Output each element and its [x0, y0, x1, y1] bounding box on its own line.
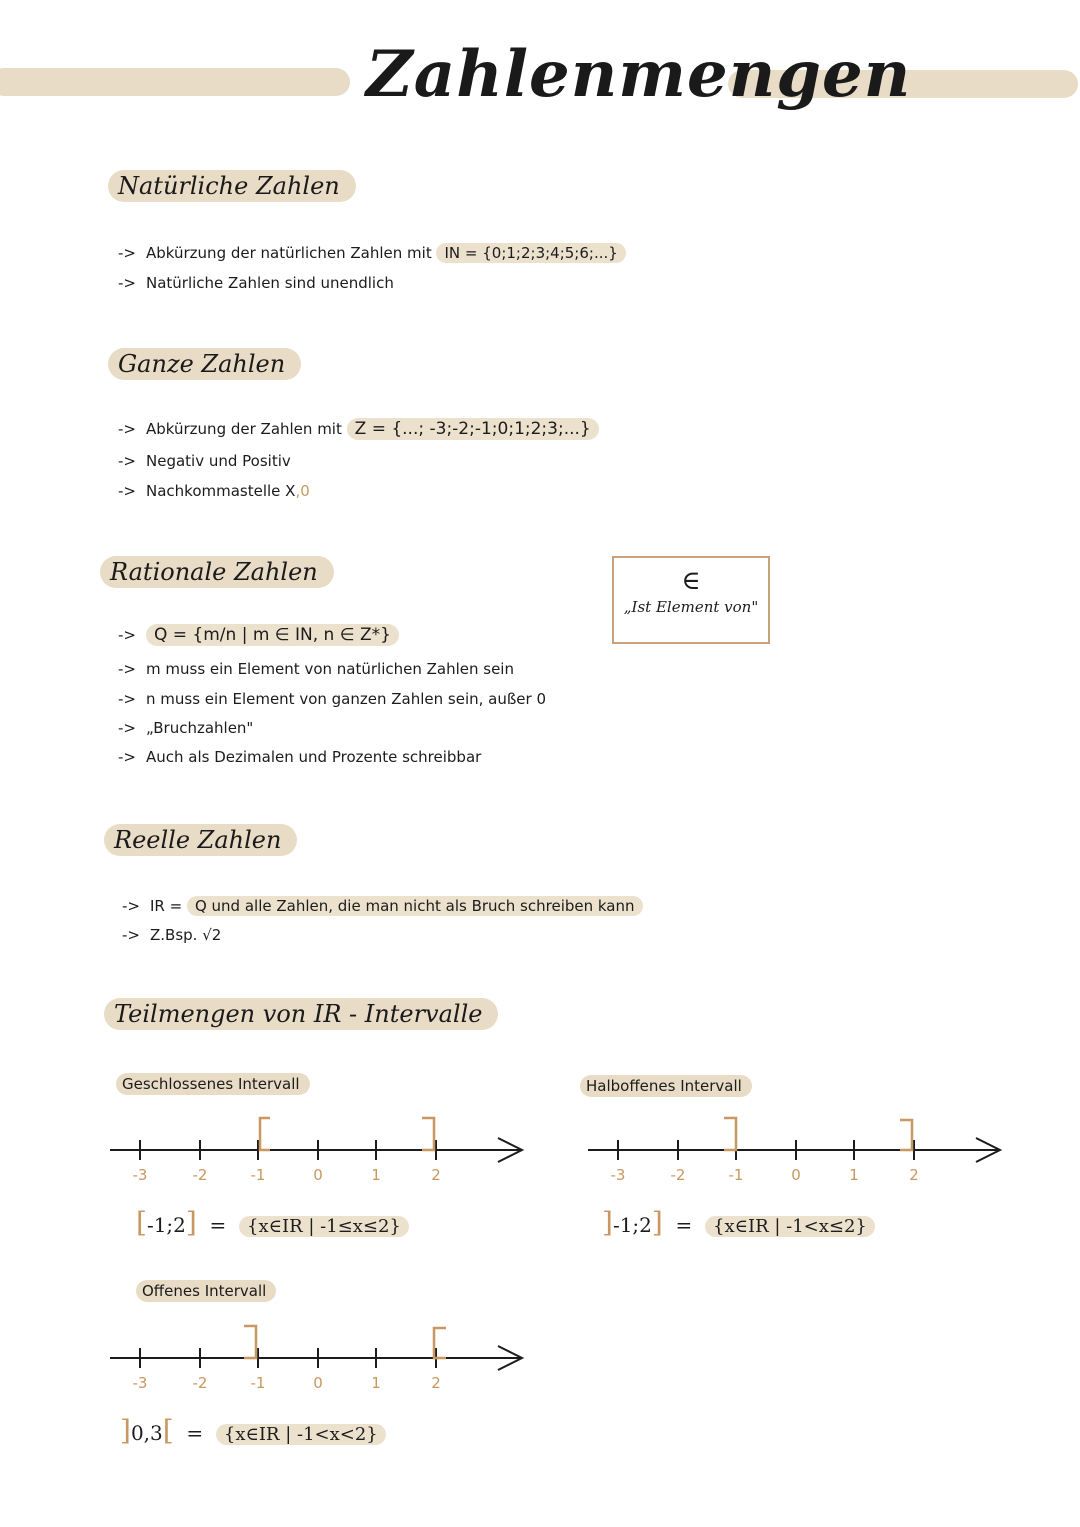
tick-label: -3	[132, 1166, 148, 1184]
arrow-icon: ->	[118, 690, 136, 708]
bracket-closed-right	[900, 1120, 912, 1150]
tick-label: 0	[313, 1166, 323, 1184]
element-of-text: „Ist Element von"	[623, 598, 759, 616]
label-offenes-intervall: Offenes Intervall	[136, 1280, 276, 1302]
ganz-line-3: -> Nachkommastelle X,0	[118, 482, 310, 500]
ganz-line-2: -> Negativ und Positiv	[118, 452, 291, 470]
tick-label: 1	[371, 1374, 381, 1392]
natuerlich-set: IN = {0;1;2;3;4;5;6;...}	[436, 243, 625, 263]
tick-label: 2	[909, 1166, 919, 1184]
arrow-icon: ->	[122, 897, 140, 915]
equation-geschlossen: [-1;2] = {x∈IR | -1≤x≤2}	[136, 1206, 409, 1239]
set-halboffen: {x∈IR | -1<x≤2}	[705, 1216, 875, 1237]
arrow-icon: ->	[118, 274, 136, 292]
arrow-icon: ->	[118, 748, 136, 766]
heading-teilmengen-intervalle: Teilmengen von IR - Intervalle	[104, 998, 498, 1030]
tick-label: -2	[192, 1166, 208, 1184]
title-bar-left	[0, 68, 350, 96]
bracket-closed-right	[422, 1118, 434, 1150]
tick-label: 2	[431, 1374, 441, 1392]
rational-line-1	[118, 624, 399, 646]
rational-line-5: -> Auch als Dezimalen und Prozente schreibbar	[118, 748, 482, 766]
arrow-icon: ->	[122, 926, 140, 944]
rational-line-4: -> „Bruchzahlen"	[118, 719, 254, 737]
set-offen: {x∈IR | -1<x<2}	[216, 1424, 386, 1445]
page-title: Zahlenmengen	[366, 37, 912, 112]
reell-line-1: -> IR = Q und alle Zahlen, die man nicht als Bruch schreiben kann	[122, 895, 643, 917]
bracket-closed-left	[260, 1118, 270, 1150]
rational-line-3: -> n muss ein Element von ganzen Zahlen sein, außer 0	[118, 690, 547, 708]
label-geschlossenes-intervall: Geschlossenes Intervall	[116, 1073, 310, 1095]
element-of-symbol: ∈	[681, 566, 701, 596]
number-line-halboffen	[578, 1110, 1018, 1190]
arrow-icon: ->	[118, 719, 136, 737]
heading-reelle-zahlen: Reelle Zahlen	[104, 824, 297, 856]
tick-label: -2	[670, 1166, 686, 1184]
arrow-icon: ->	[118, 244, 136, 262]
number-line-offen	[100, 1318, 540, 1398]
heading-ganze-zahlen: Ganze Zahlen	[108, 348, 301, 380]
natuerlich-line-1: -> Abkürzung der natürlichen Zahlen mit IN = {0;1;2;3;4;5;6;...}	[118, 242, 626, 264]
ganz-line-1: -> Abkürzung der Zahlen mit Z = {...; -3;-2;-1;0;1;2;3;...}	[118, 418, 599, 440]
set-geschlossen: {x∈IR | -1≤x≤2}	[239, 1216, 409, 1237]
arrow-icon: ->	[118, 420, 136, 438]
natuerlich-line-2: -> Natürliche Zahlen sind unendlich	[118, 274, 394, 292]
rational-set: Q = {m/n | m ∈ IN, n ∈ Z*}	[146, 624, 399, 646]
label-halboffenes-intervall: Halboffenes Intervall	[580, 1075, 752, 1097]
tick-label: 2	[431, 1166, 441, 1184]
number-line-geschlossen	[100, 1110, 540, 1190]
tick-label: -3	[132, 1374, 148, 1392]
tick-label: 1	[849, 1166, 859, 1184]
equation-offen: ]0,3[ = {x∈IR | -1<x<2}	[120, 1414, 386, 1447]
tick-label: -3	[610, 1166, 626, 1184]
reell-line-2: -> Z.Bsp. √2	[122, 926, 222, 944]
arrow-icon: ->	[118, 660, 136, 678]
arrow-icon: ->	[118, 626, 136, 644]
arrow-icon: ->	[118, 452, 136, 470]
arrow-icon: ->	[118, 482, 136, 500]
tick-label: 1	[371, 1166, 381, 1184]
reell-set: Q und alle Zahlen, die man nicht als Bruch schreiben kann	[187, 896, 643, 916]
equation-halboffen: ]-1;2] = {x∈IR | -1<x≤2}	[602, 1206, 875, 1239]
heading-natuerliche-zahlen: Natürliche Zahlen	[108, 170, 356, 202]
tick-label: 0	[791, 1166, 801, 1184]
rational-line-2: -> m muss ein Element von natürlichen Zahlen sein	[118, 660, 514, 678]
bracket-open-left	[244, 1326, 256, 1358]
ganz-set: Z = {...; -3;-2;-1;0;1;2;3;...}	[347, 418, 599, 440]
bracket-open-left	[724, 1118, 736, 1150]
element-of-info-box	[612, 556, 770, 644]
heading-rationale-zahlen: Rationale Zahlen	[100, 556, 334, 588]
tick-label: -1	[250, 1374, 266, 1392]
tick-label: -1	[728, 1166, 744, 1184]
tick-label: -1	[250, 1166, 266, 1184]
tick-label: 0	[313, 1374, 323, 1392]
tick-label: -2	[192, 1374, 208, 1392]
